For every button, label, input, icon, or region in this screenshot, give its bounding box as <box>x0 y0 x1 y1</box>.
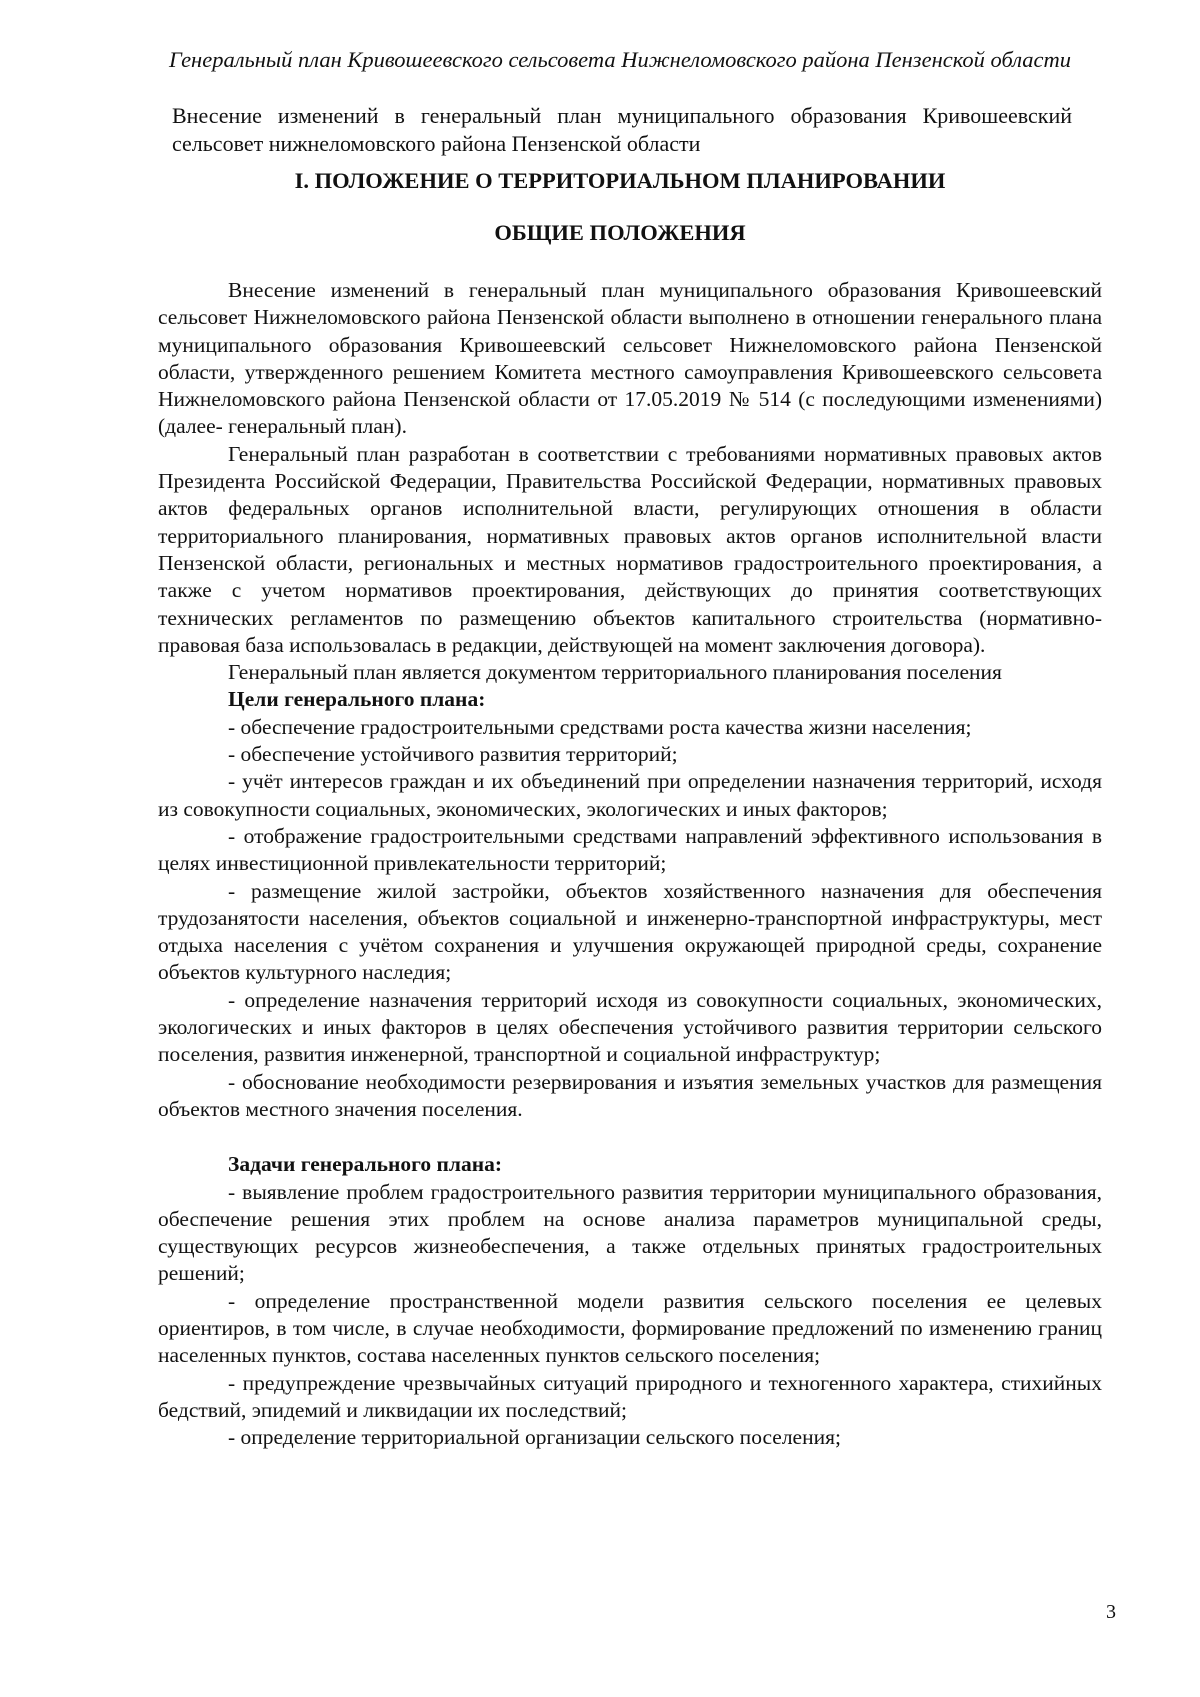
page-number: 3 <box>1106 1601 1116 1623</box>
body-text <box>158 277 1102 1451</box>
goals-list-item: - размещение жилой застройки, объектов хозяйственного назначения для обеспечения трудозанятости населения, объектов социальной и инженерно-транспортной инфраструктуры, мест отдыха населения с учётом сохранения и улучшения окружающей природной среды, сохранение объектов культурного наследия; <box>158 878 1102 985</box>
goals-list-item: - обоснование необходимости резервирования и изъятия земельных участков для размещения объектов местного значения поселения. <box>158 1069 1102 1121</box>
tasks-list-item: - предупреждение чрезвычайных ситуаций природного и техногенного характера, стихийных бедствий, эпидемий и ликвидации их последствий; <box>158 1370 1102 1422</box>
tasks-list-item: - определение территориальной организации сельского поселения; <box>228 1425 841 1450</box>
goals-list-item: - обеспечение градостроительными средствами роста качества жизни населения; <box>228 714 972 739</box>
goals-list-item: - отображение градостроительными средствами направлений эффективного использования в целях инвестиционной привлекательности территорий; <box>158 823 1102 876</box>
section-title: I. ПОЛОЖЕНИЕ О ТЕРРИТОРИАЛЬНОМ ПЛАНИРОВАНИИ <box>294 168 946 193</box>
tasks-list-item: - выявление проблем градостроительного развития территории муниципального образования, обеспечение решения этих проблем на основе анализа параметров муниципальной среды, существующих ресурсов жизнеобеспечения, а также отдельных принятых градостроительных решений; <box>158 1179 1102 1286</box>
document-header: Генеральный план Кривошеевского сельсовета Нижнеломовского района Пензенской области <box>168 47 1072 72</box>
paragraph-legal-basis: Генеральный план разработан в соответствии с требованиями нормативных правовых актов Президента Российской Федерации, Правительства Российской Федерации, нормативных правовых актов федеральных органов исполнительной власти, регулирующих отношения в области территориального планирования, нормативных правовых актов органов исполнительной власти Пензенской области, региональных и местных нормативов градостроительного проектирования, а также с учетом нормативов проектирования, действующих до принятия соответствующих технических регламентов по размещению объектов капитального строительства (нормативно-правовая база использовалась в редакции, действующей на момент заключения договора). <box>158 441 1102 657</box>
goals-heading: Цели генерального плана: <box>228 687 486 712</box>
paragraph-spacer <box>158 1123 1102 1151</box>
paragraph-intro: Внесение изменений в генеральный план муниципального образования Кривошеевский сельсовет Нижнеломовского района Пензенской области выполнено в отношении генерального плана муниципального образования Кривошеевский сельсовет Нижнеломовского района Пензенской области, утвержденного решением Комитета местного самоуправления Кривошеевского сельсовета Нижнеломовского района Пензенской области от 17.05.2019 № 514 (с последующими изменениями) (далее- генеральный план). <box>158 278 1102 439</box>
paragraph-document-status: Генеральный план является документом территориального планирования поселения <box>228 660 1002 685</box>
section-subtitle: ОБЩИЕ ПОЛОЖЕНИЯ <box>494 220 746 245</box>
tasks-list-item: - определение пространственной модели развития сельского поселения ее целевых ориентиров, в том числе, в случае необходимости, формирование предложений по изменению границ населенных пунктов, состава населенных пунктов сельского поселения; <box>158 1288 1102 1368</box>
goals-list-item: - обеспечение устойчивого развития территорий; <box>228 742 678 767</box>
tasks-heading: Задачи генерального плана: <box>228 1152 503 1177</box>
goals-list-item: - учёт интересов граждан и их объединений при определении назначения территорий, исходя из совокупности социальных, экономических, экологических и иных факторов; <box>158 769 1102 821</box>
goals-list-item: - определение назначения территорий исходя из совокупности социальных, экономических, экологических и иных факторов в целях обеспечения устойчивого развития территории сельского поселения, развития инженерной, транспортной и социальной инфраструктур; <box>158 987 1102 1067</box>
document-subheader: Внесение изменений в генеральный план муниципального образования Кривошеевский сельсовет нижнеломовского района Пензенской области <box>172 103 1072 156</box>
